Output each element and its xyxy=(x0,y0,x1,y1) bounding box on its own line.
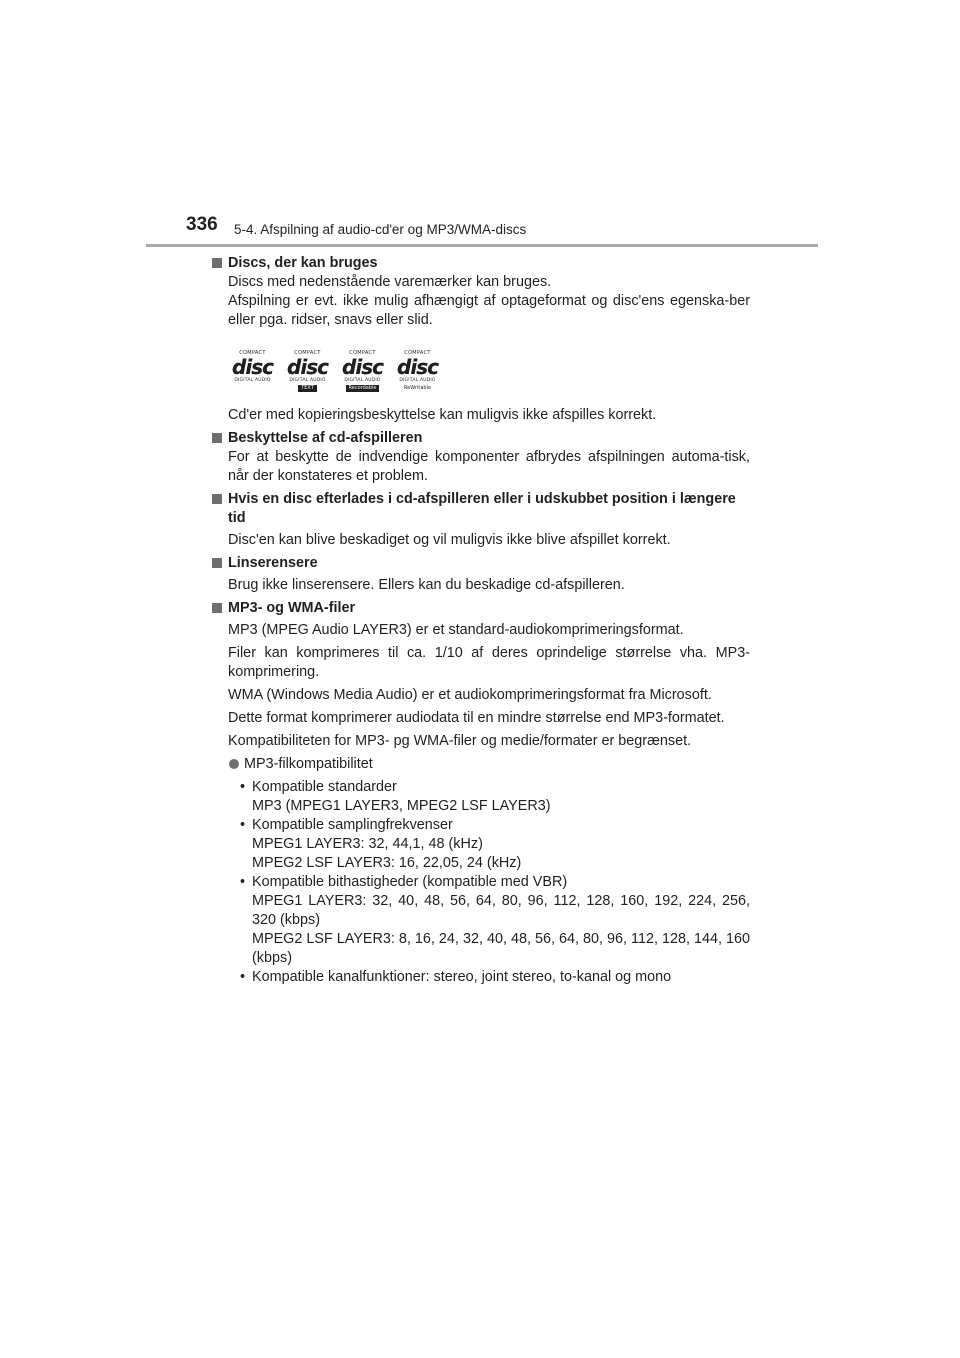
square-bullet-icon xyxy=(212,494,222,504)
section-heading-left-disc: Hvis en disc efterlades i cd-afspilleren eller i udskubbet position i længere tid xyxy=(212,490,750,528)
section-heading-discs: Discs, der kan bruges xyxy=(212,254,750,273)
paragraph: WMA (Windows Media Audio) er et audiokomprimeringsformat fra Microsoft. xyxy=(228,687,712,703)
paragraph: Discs med nedenstående varemærker kan bruges. xyxy=(228,274,552,290)
list-item: • Kompatible standarder MP3 (MPEG1 LAYER3, MPEG2 LSF LAYER3) xyxy=(240,779,551,814)
paragraph: Filer kan komprimeres til ca. 1/10 af deres oprindelige størrelse vha. MP3-komprimering. xyxy=(228,645,750,680)
paragraph: Brug ikke linserensere. Ellers kan du beskadige cd-afspilleren. xyxy=(228,577,625,593)
square-bullet-icon xyxy=(212,433,222,443)
disc-logos xyxy=(228,348,750,392)
paragraph: Kompatibiliteten for MP3- pg WMA-filer og medie/formater er begrænset. xyxy=(228,733,692,749)
paragraph: For at beskytte de indvendige komponenter afbrydes afspilningen automa-tisk, når der konstateres et problem. xyxy=(228,449,750,484)
compact-disc-logo-icon: COMPACT disc DIGITAL AUDIO xyxy=(232,350,273,383)
square-bullet-icon xyxy=(212,558,222,568)
paragraph: Disc'en kan blive beskadiget og vil muligvis ikke blive afspillet korrekt. xyxy=(228,532,671,548)
section-heading-mp3-wma: MP3- og WMA-filer xyxy=(212,599,750,618)
compact-disc-rewritable-logo-icon: COMPACT disc DIGITAL AUDIO ReWritable xyxy=(397,350,438,391)
paragraph: MP3 (MPEG Audio LAYER3) er et standard-audiokomprimeringsformat. xyxy=(228,622,684,638)
list-item: • Kompatible kanalfunktioner: stereo, joint stereo, to-kanal og mono xyxy=(240,969,672,985)
round-bullet-icon xyxy=(229,759,239,769)
sub-heading-mp3-compat: MP3-filkompatibilitet xyxy=(212,755,750,774)
chapter-title: 5-4. Afspilning af audio-cd'er og MP3/WMA-discs xyxy=(234,222,527,237)
square-bullet-icon xyxy=(212,258,222,268)
compact-disc-text-logo-icon: COMPACT disc DIGITAL AUDIO TEXT xyxy=(287,350,328,391)
page-content xyxy=(212,254,750,987)
paragraph: Dette format komprimerer audiodata til en mindre størrelse end MP3-formatet. xyxy=(228,710,725,726)
paragraph: Afspilning er evt. ikke mulig afhængigt af optageformat og disc'ens egenska-ber eller pga. ridser, snavs eller slid. xyxy=(228,293,750,328)
square-bullet-icon xyxy=(212,603,222,613)
section-heading-protection: Beskyttelse af cd-afspilleren xyxy=(212,429,750,448)
section-heading-lens-cleaners: Linserensere xyxy=(212,554,750,573)
page-number: 336 xyxy=(186,214,218,235)
list-item: • Kompatible bithastigheder (kompatible med VBR) MPEG1 LAYER3: 32, 40, 48, 56, 64, 80, 96, 112, 128, 160, 192, 224, 256, 320 (kbps) MPEG2 LSF LAYER3: 8, 16, 24, 32, 40, 48, 56, 64, 80, 96, 112, 128, 144, 160 (kbps) xyxy=(240,874,750,966)
list-item: • Kompatible samplingfrekvenser MPEG1 LAYER3: 32, 44,1, 48 (kHz) MPEG2 LSF LAYER3: 16, 22,05, 24 (kHz) xyxy=(240,817,522,871)
page-header xyxy=(186,214,818,246)
compact-disc-recordable-logo-icon: COMPACT disc DIGITAL AUDIO Recordable xyxy=(342,350,383,391)
header-rule xyxy=(146,244,818,247)
paragraph: Cd'er med kopieringsbeskyttelse kan muligvis ikke afspilles korrekt. xyxy=(228,407,657,423)
